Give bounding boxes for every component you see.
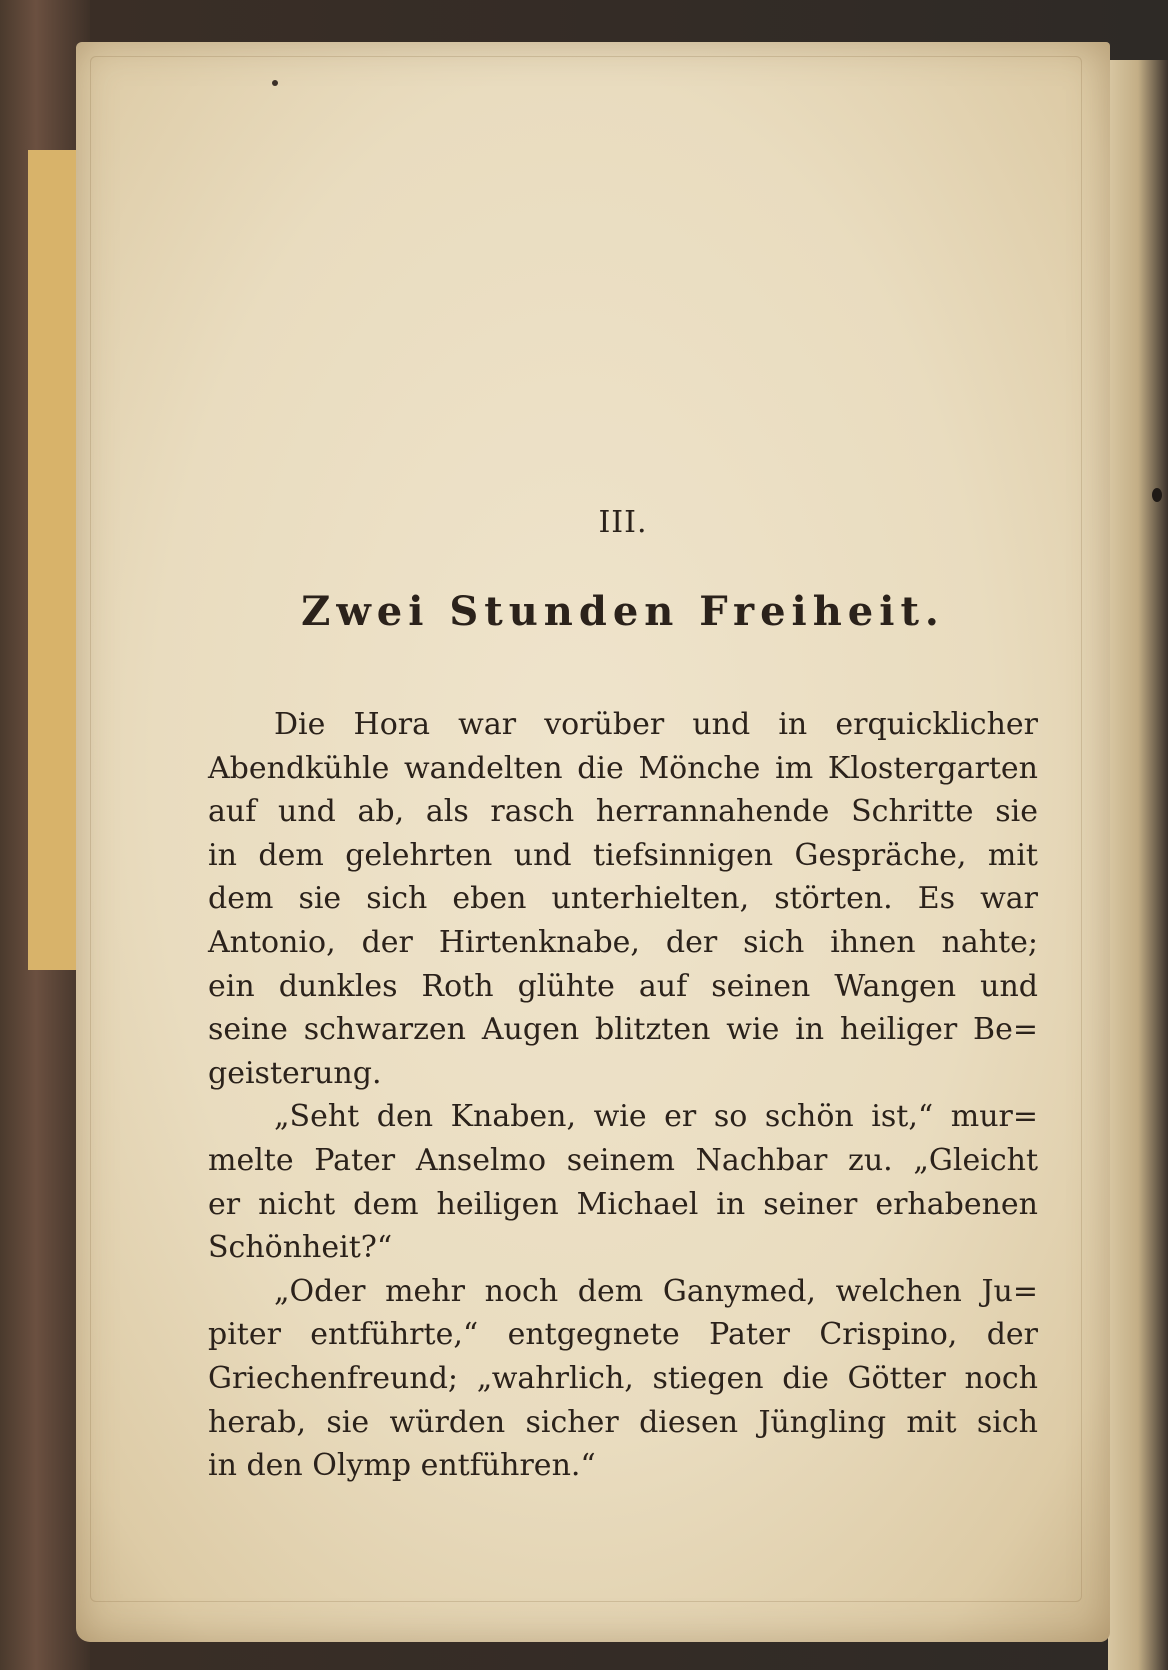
text-line: „Seht den Knaben, wie er so schön ist,“ mur= [274, 1099, 1038, 1135]
text-line: Antonio, der Hirtenknabe, der sich ihnen nahte; [208, 924, 1038, 960]
text-line: Griechenfreund; „wahrlich, stiegen die Götter noch [208, 1360, 1038, 1396]
text-line: er nicht dem heiligen Michael in seiner erhabenen [208, 1186, 1038, 1222]
text-line: Die Hora war vorüber und in erquicklicher [274, 707, 1038, 742]
page-edge [1108, 60, 1168, 1670]
text-line: in den Olymp entführen.“ [208, 1448, 596, 1484]
text-line: auf und ab, als rasch herrannahende Schritte sie [208, 794, 1038, 830]
text-line: Schönheit?“ [208, 1230, 393, 1266]
paper-speck [1152, 488, 1162, 502]
text-line: melte Pater Anselmo seinem Nachbar zu. „Gleicht [208, 1142, 1038, 1178]
text-line: herab, sie würden sicher diesen Jüngling mit sich [208, 1404, 1038, 1440]
text-line: Abendkühle wandelten die Mönche im Klostergarten [208, 750, 1038, 786]
text-line: seine schwarzen Augen blitzten wie in heiliger Be= [208, 1012, 1038, 1048]
text-line: ein dunkles Roth glühte auf seinen Wangen und [208, 968, 1038, 1004]
text-line: geisterung. [208, 1055, 382, 1091]
text-line: in dem gelehrten und tiefsinnigen Gespräche, mit [208, 837, 1038, 873]
text-line: „Oder mehr noch dem Ganymed, welchen Ju= [274, 1273, 1038, 1309]
text-line: piter entführte,“ entgegnete Pater Crispino, der [208, 1317, 1038, 1353]
text-line: dem sie sich eben unterhielten, störten. Es war [208, 881, 1038, 917]
chapter-number: III. [598, 505, 648, 540]
paper-tab [28, 150, 80, 970]
body-text [208, 703, 1038, 1488]
paper-speck [272, 80, 278, 86]
chapter-title: Zwei Stunden Freiheit. [301, 588, 945, 635]
